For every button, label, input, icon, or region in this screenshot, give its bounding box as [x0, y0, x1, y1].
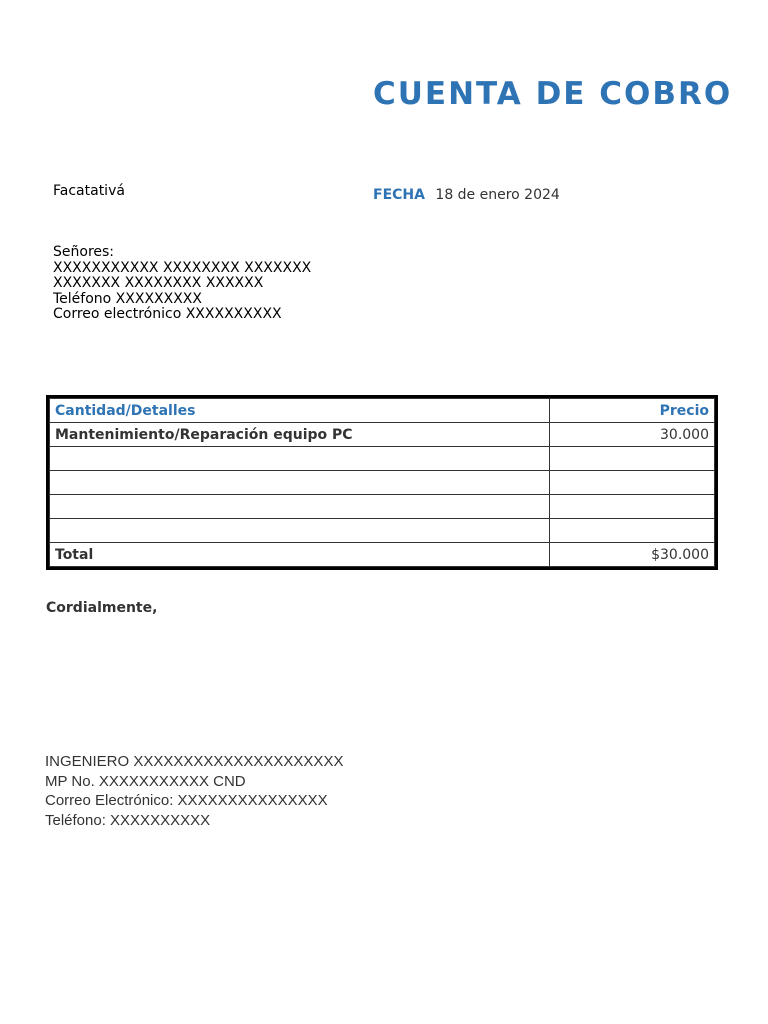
- addressee-email: Correo electrónico XXXXXXXXXX: [53, 306, 282, 322]
- row-detail: [50, 495, 550, 519]
- addressee-greeting: Señores:: [53, 244, 115, 260]
- row-detail: [50, 447, 550, 471]
- city-label: Facatativá: [53, 183, 125, 199]
- date-row: [373, 187, 560, 203]
- table-row: [50, 423, 715, 447]
- document-title: CUENTA DE COBRO: [373, 76, 733, 112]
- total-label: Total: [50, 543, 550, 567]
- table-total-row: [50, 543, 715, 567]
- table-row: [50, 471, 715, 495]
- table-row: [50, 519, 715, 543]
- addressee-line: XXXXXXX XXXXXXXX XXXXXX: [53, 275, 264, 291]
- row-price: [550, 471, 715, 495]
- row-detail: Mantenimiento/Reparación equipo PC: [50, 423, 550, 447]
- date-label: FECHA: [373, 187, 425, 203]
- addressee-block: [53, 245, 311, 323]
- row-price: 30.000: [550, 423, 715, 447]
- signature-phone: Teléfono: XXXXXXXXXX: [45, 811, 211, 829]
- table-row: [50, 495, 715, 519]
- table-header-row: [50, 399, 715, 423]
- addressee-phone: Teléfono XXXXXXXXX: [53, 290, 202, 307]
- row-price: [550, 495, 715, 519]
- signature-email: Correo Electrónico: XXXXXXXXXXXXXXX: [45, 792, 328, 809]
- billing-table: [46, 395, 718, 570]
- row-detail: [50, 519, 550, 543]
- header-price: Precio: [550, 399, 715, 423]
- table-row: [50, 447, 715, 471]
- signature-name: INGENIERO XXXXXXXXXXXXXXXXXXXXX: [45, 753, 344, 770]
- row-price: [550, 447, 715, 471]
- signature-block: [45, 752, 343, 830]
- total-value: $30.000: [550, 543, 715, 567]
- row-detail: [50, 471, 550, 495]
- closing-text: Cordialmente,: [46, 600, 158, 616]
- addressee-line: XXXXXXXXXXX XXXXXXXX XXXXXXX: [53, 259, 312, 276]
- date-value: 18 de enero 2024: [435, 187, 560, 203]
- header-detail: Cantidad/Detalles: [50, 399, 550, 423]
- signature-mp: MP No. XXXXXXXXXXX CND: [45, 772, 246, 790]
- row-price: [550, 519, 715, 543]
